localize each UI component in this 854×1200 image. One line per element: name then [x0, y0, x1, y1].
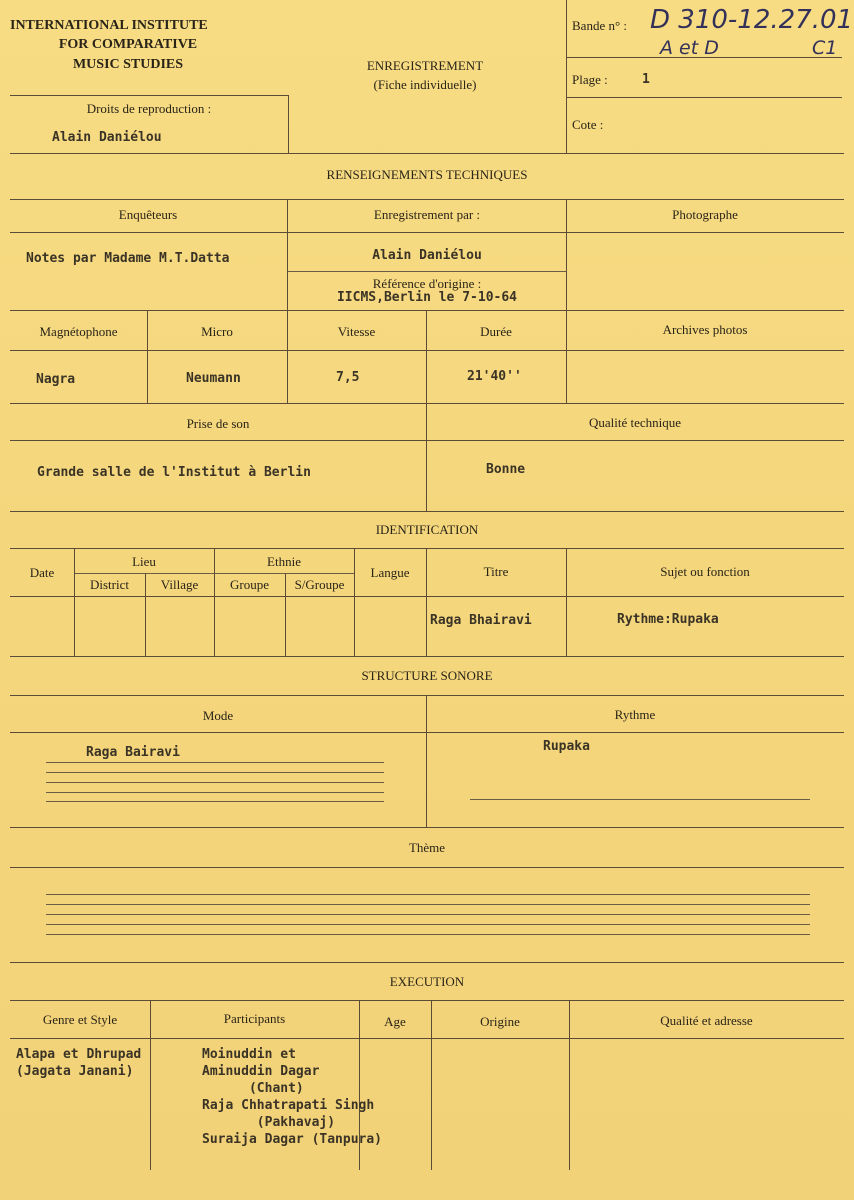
prise-de-son-value: Grande salle de l'Institut à Berlin — [37, 465, 311, 480]
divider — [10, 656, 844, 657]
prise-de-son-label: Prise de son — [186, 416, 250, 431]
enqueteurs-value: Notes par Madame M.T.Datta — [26, 251, 230, 266]
divider — [10, 695, 844, 696]
reference-label: Référence d'origine : — [372, 276, 482, 291]
technical-section-title: RENSEIGNEMENTS TECHNIQUES — [326, 167, 528, 182]
divider — [10, 153, 844, 154]
divider — [288, 95, 289, 153]
vitesse-value: 7,5 — [336, 370, 360, 385]
archives-photos-label: Archives photos — [662, 322, 748, 337]
institute-name-line3: MUSIC STUDIES — [72, 57, 184, 72]
micro-label: Micro — [201, 324, 233, 339]
participants-value: Moinuddin et Aminuddin Dagar (Chant) Raja Chhatrapati Singh (Pakhavaj) Suraija Dagar (Tanpura) — [202, 1047, 383, 1147]
bande-sub2: C1 — [812, 37, 838, 59]
sujet-label: Sujet ou fonction — [660, 564, 750, 579]
divider — [566, 310, 567, 403]
divider — [46, 801, 384, 802]
origine-label: Origine — [480, 1014, 520, 1029]
divider — [74, 548, 75, 656]
divider — [10, 511, 844, 512]
institute-name-line1: INTERNATIONAL INSTITUTE — [10, 18, 208, 33]
divider — [10, 548, 844, 549]
sujet-value: Rythme:Rupaka — [617, 612, 719, 627]
duree-label: Durée — [480, 324, 512, 339]
divider — [10, 440, 844, 441]
titre-label: Titre — [483, 564, 509, 579]
divider — [10, 732, 844, 733]
execution-section-title: EXECUTION — [389, 974, 465, 989]
divider — [426, 403, 427, 511]
divider — [10, 350, 844, 351]
district-label: District — [90, 577, 129, 592]
bande-label: Bande n° : — [572, 18, 628, 33]
divider — [46, 934, 810, 935]
enregistrement-label: Enregistrement par : — [373, 207, 481, 222]
sgroupe-label: S/Groupe — [294, 577, 345, 592]
divider — [288, 271, 566, 272]
divider — [10, 1038, 844, 1039]
theme-label: Thème — [408, 840, 446, 855]
identification-section-title: IDENTIFICATION — [375, 522, 479, 537]
langue-label: Langue — [370, 565, 410, 580]
lieu-label: Lieu — [132, 554, 156, 569]
photographe-label: Photographe — [672, 207, 738, 222]
divider — [285, 573, 286, 656]
divider — [150, 1000, 151, 1170]
divider — [566, 57, 842, 58]
rythme-label: Rythme — [614, 707, 656, 722]
divider — [10, 962, 844, 963]
date-label: Date — [29, 565, 55, 580]
divider — [10, 1000, 844, 1001]
divider — [354, 548, 355, 656]
rights-value: Alain Daniélou — [52, 130, 162, 145]
divider — [46, 782, 384, 783]
divider — [46, 904, 810, 905]
divider — [10, 310, 844, 311]
ethnie-label: Ethnie — [267, 554, 301, 569]
divider — [46, 762, 384, 763]
enregistrement-value: Alain Daniélou — [372, 248, 482, 263]
form-subtitle: (Fiche individuelle) — [373, 77, 477, 92]
mode-label: Mode — [202, 708, 234, 723]
qualite-adresse-label: Qualité et adresse — [660, 1013, 753, 1028]
divider — [566, 0, 567, 153]
divider — [10, 403, 844, 404]
divider — [287, 310, 288, 403]
divider — [46, 772, 384, 773]
divider — [426, 548, 427, 656]
divider — [566, 97, 842, 98]
divider — [566, 548, 567, 656]
qualite-technique-label: Qualité technique — [588, 415, 682, 430]
duree-value: 21'40'' — [467, 369, 522, 384]
mode-value: Raga Bairavi — [86, 745, 180, 760]
village-label: Village — [160, 577, 199, 592]
divider — [470, 799, 810, 800]
reference-value: IICMS,Berlin le 7-10-64 — [336, 290, 517, 305]
divider — [426, 310, 427, 403]
divider — [46, 792, 384, 793]
titre-value: Raga Bhairavi — [430, 613, 532, 628]
enqueteurs-label: Enquêteurs — [118, 207, 178, 222]
rights-label: Droits de reproduction : — [86, 101, 212, 116]
rythme-value: Rupaka — [543, 739, 590, 754]
bande-value: D 310-12.27.01 — [650, 5, 854, 35]
age-label: Age — [384, 1014, 406, 1029]
genre-label: Genre et Style — [42, 1012, 118, 1027]
form-title: ENREGISTREMENT — [366, 58, 484, 73]
plage-label: Plage : — [572, 72, 608, 87]
divider — [147, 310, 148, 403]
divider — [10, 232, 844, 233]
structure-section-title: STRUCTURE SONORE — [361, 668, 493, 683]
divider — [145, 573, 146, 656]
divider — [569, 1000, 570, 1170]
divider — [10, 867, 844, 868]
magnetophone-value: Nagra — [36, 372, 76, 387]
vitesse-label: Vitesse — [337, 324, 376, 339]
participants-label: Participants — [223, 1011, 286, 1026]
divider — [46, 894, 810, 895]
magnetophone-label: Magnétophone — [39, 324, 118, 339]
divider — [431, 1000, 432, 1170]
divider — [426, 695, 427, 827]
divider — [10, 827, 844, 828]
cote-label: Cote : — [572, 117, 604, 132]
divider — [10, 596, 844, 597]
institute-name-line2: FOR COMPARATIVE — [58, 37, 198, 52]
divider — [10, 199, 844, 200]
genre-value: Alapa et Dhrupad (Jagata Janani) — [16, 1047, 142, 1079]
divider — [566, 199, 567, 310]
qualite-technique-value: Bonne — [486, 462, 526, 477]
bande-sub1: A et D — [660, 37, 719, 59]
divider — [214, 548, 215, 656]
micro-value: Neumann — [186, 371, 241, 386]
plage-value: 1 — [642, 72, 650, 87]
divider — [10, 95, 288, 96]
divider — [46, 914, 810, 915]
groupe-label: Groupe — [230, 577, 269, 592]
divider — [46, 924, 810, 925]
